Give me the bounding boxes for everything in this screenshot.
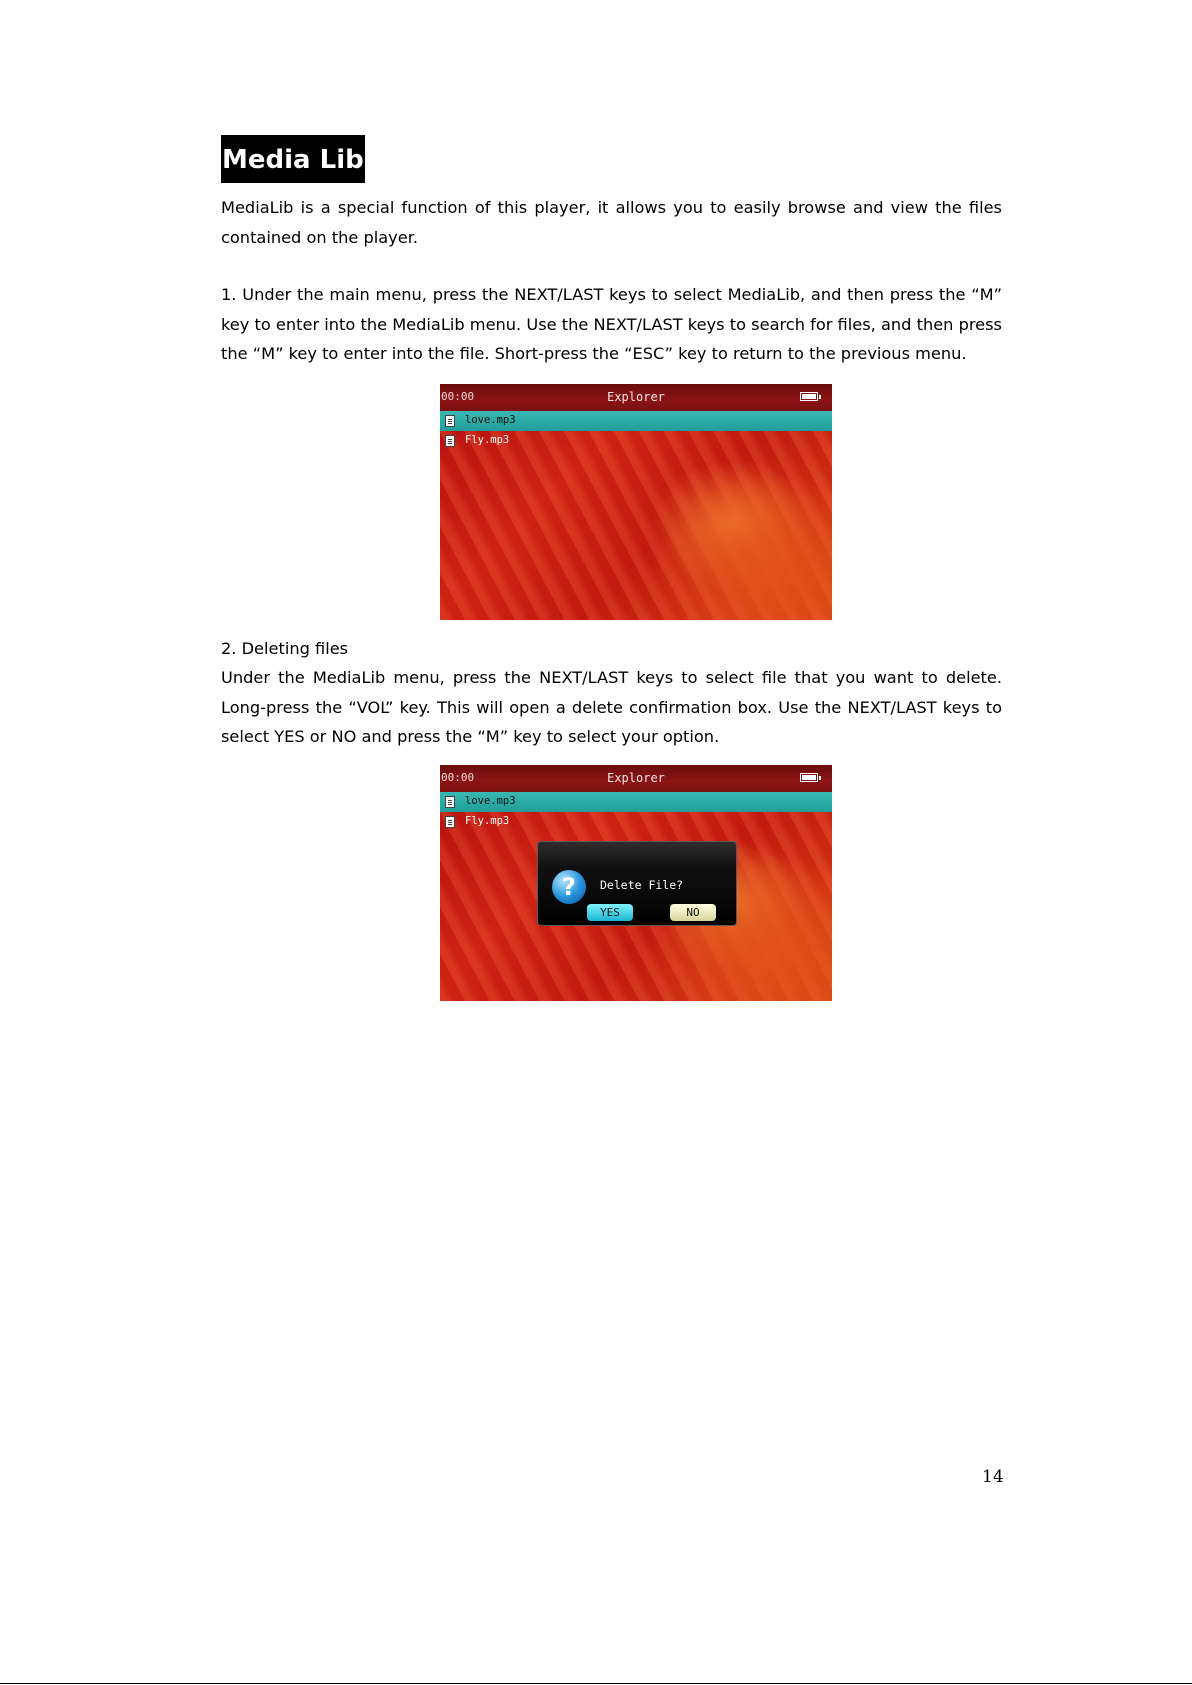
intro-paragraph: MediaLib is a special function of this player, it allows you to easily browse and view the files contained on the player. (221, 198, 1002, 247)
file-row-selected[interactable] (440, 792, 832, 812)
file-name: Fly.mp3 (465, 434, 510, 446)
delete-confirm-dialog (537, 841, 737, 926)
file-icon (445, 435, 455, 447)
no-button[interactable]: NO (670, 904, 716, 921)
page-number: 14 (982, 1467, 1004, 1487)
file-name: love.mp3 (465, 795, 516, 807)
file-row-selected[interactable] (440, 411, 832, 431)
clock-time: 00:00 (441, 771, 475, 784)
file-row[interactable] (440, 431, 832, 451)
dialog-message: Delete File? (600, 878, 684, 892)
question-icon: ? (552, 870, 586, 904)
step2-paragraph: Under the MediaLib menu, press the NEXT/LAST keys to select file that you want to delete. Long-press the “VOL” key. This will open a delete confirmation box. Use the NEXT/LAST keys to select YES or NO and press the “M” key to select your option. (221, 668, 1002, 746)
file-row[interactable] (440, 812, 832, 832)
section-heading: Media Lib (221, 135, 365, 183)
file-icon (445, 816, 455, 828)
battery-icon (800, 392, 818, 401)
file-icon (445, 796, 455, 808)
footer-divider (0, 1683, 1192, 1684)
step2-title: 2. Deleting files (221, 639, 349, 658)
step1-paragraph: 1. Under the main menu, press the NEXT/LAST keys to select MediaLib, and then press the “M” key to enter into the MediaLib menu. Use the NEXT/LAST keys to search for files, and then press the “M” key to enter into the file. Short-press the “ESC” key to return to the previous menu. (221, 285, 1002, 363)
screen-title: Explorer (607, 771, 665, 785)
file-name: love.mp3 (465, 414, 516, 426)
explorer-screenshot (440, 384, 832, 620)
file-icon (445, 415, 455, 427)
battery-icon (800, 773, 818, 782)
file-name: Fly.mp3 (465, 815, 510, 827)
screen-title: Explorer (607, 390, 665, 404)
clock-time: 00:00 (441, 390, 475, 403)
yes-button[interactable]: YES (587, 904, 633, 921)
delete-dialog-screenshot (440, 765, 832, 1001)
